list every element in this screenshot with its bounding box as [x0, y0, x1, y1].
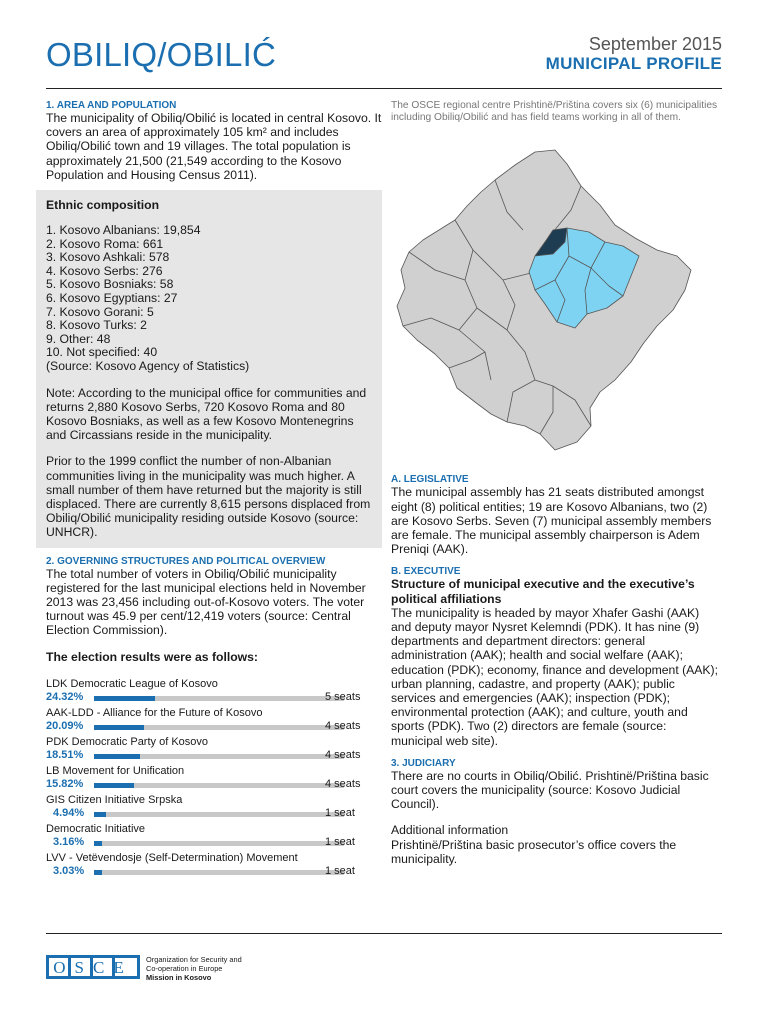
- additional-info-text: Prishtinë/Priština basic prosecutor’s office covers the municipality.: [391, 837, 677, 866]
- party-row: [36, 852, 382, 881]
- ethnic-item: 6. Kosovo Egyptians: 27: [46, 290, 178, 305]
- party-seats: 4 seats: [325, 748, 361, 761]
- party-name: AAK-LDD - Alliance for the Future of Kosovo: [46, 706, 263, 719]
- party-row: [36, 765, 382, 794]
- party-percentage: 20.09%: [46, 719, 84, 732]
- party-seats: 1 seat: [325, 806, 355, 819]
- org-line-3: Mission in Kosovo: [146, 973, 212, 982]
- party-bar-track: [94, 870, 344, 875]
- party-bar: [94, 783, 134, 788]
- party-name: LVV - Vetëvendosje (Self-Determination) Movement: [46, 851, 298, 864]
- organization-name: [146, 955, 242, 982]
- ethnic-item: 8. Kosovo Turks: 2: [46, 318, 147, 333]
- party-name: LDK Democratic League of Kosovo: [46, 677, 218, 690]
- party-seats: 4 seats: [325, 719, 361, 732]
- party-bar-track: [94, 754, 344, 759]
- kosovo-municipalities-map: [395, 130, 695, 460]
- party-bar-track: [94, 812, 344, 817]
- ethnic-item: 3. Kosovo Ashkali: 578: [46, 250, 170, 265]
- party-row: [36, 794, 382, 823]
- executive-heading: B. EXECUTIVE: [391, 566, 461, 578]
- ethnic-source: (Source: Kosovo Agency of Statistics): [46, 358, 250, 373]
- ethnic-item: 7. Kosovo Gorani: 5: [46, 304, 154, 319]
- footer-divider: [46, 933, 722, 934]
- party-name: PDK Democratic Party of Kosovo: [46, 735, 209, 748]
- section-heading-governing: 2. GOVERNING STRUCTURES AND POLITICAL OVERVIEW: [46, 555, 326, 567]
- ethnic-item: 5. Kosovo Bosniaks: 58: [46, 277, 174, 292]
- area-intro-text: The municipality of Obiliq/Obilić is located in central Kosovo. It covers an area of approximately 105 km² and includes Obiliq/Obilić town and 19 villages. The total population is approximately 21,500 (21,549 according to the Kosovo Population and Housing Census 2011).: [46, 111, 382, 182]
- osce-logo-text: OSCE: [53, 958, 133, 977]
- party-seats: 1 seat: [325, 864, 355, 877]
- party-seats: 5 seats: [325, 690, 361, 703]
- judiciary-text: There are no courts in Obiliq/Obilić. Prishtinë/Priština basic court covers the municipality (source: Kosovo Judicial Council).: [391, 768, 709, 812]
- ethnic-composition-box: [36, 190, 382, 548]
- right-column: [391, 100, 721, 866]
- party-name: Democratic Initiative: [46, 822, 146, 835]
- ethnic-item: 1. Kosovo Albanians: 19,854: [46, 223, 201, 238]
- executive-subheading: Structure of municipal executive and the executive’s political affiliations: [391, 577, 695, 606]
- party-bar-track: [94, 841, 344, 846]
- report-date: September 2015: [588, 34, 722, 54]
- party-percentage: 3.03%: [53, 864, 85, 877]
- party-seats: 1 seat: [325, 835, 355, 848]
- party-bar-track: [94, 696, 344, 701]
- osce-logo: [46, 955, 140, 979]
- ethnic-item: 2. Kosovo Roma: 661: [46, 236, 164, 251]
- election-results-title: The election results were as follows:: [46, 649, 258, 664]
- org-line-1: Organization for Security and: [146, 955, 242, 964]
- ethnic-item: 4. Kosovo Serbs: 276: [46, 263, 163, 278]
- party-name: GIS Citizen Initiative Srpska: [46, 793, 183, 806]
- election-results-chart: [36, 678, 382, 881]
- party-seats: 4 seats: [325, 777, 361, 790]
- ethnic-list: [46, 224, 372, 374]
- org-line-2: Co-operation in Europe: [146, 964, 223, 973]
- party-percentage: 3.16%: [53, 835, 85, 848]
- ethnic-item: 10. Not specified: 40: [46, 345, 158, 360]
- judiciary-heading: 3. JUDICIARY: [391, 757, 456, 769]
- legislative-heading: A. LEGISLATIVE: [391, 474, 469, 486]
- party-row: [36, 678, 382, 707]
- ethnic-note: Note: According to the municipal office for communities and returns 2,880 Kosovo Serbs, 720 Kosovo Roma and 80 Kosovo Bosniaks, as well as a few Kosovo Montenegrins and Circassians reside in the municipality.: [46, 385, 367, 443]
- ethnic-title: Ethnic composition: [46, 198, 160, 213]
- party-bar: [94, 754, 140, 759]
- party-row: [36, 736, 382, 765]
- header-divider: [46, 88, 722, 89]
- party-bar: [94, 841, 102, 846]
- executive-text: The municipality is headed by mayor Xhafer Gashi (AAK) and deputy mayor Nysret Kelemndi (PDK). It has nine (9) departments and department directors: general administration (AAK); health and social welfare (AAK); education (PDK); economy, finance and development (AAK); urban planning, cadastre, and property (AAK); public services and emergencies (AAK); inspection (PDK); environmental protection (AAK); and culture, youth and sports (PDK). Two (2) directors are female (source: municipal web site).: [391, 605, 718, 748]
- party-bar: [94, 812, 106, 817]
- ethnic-item: 9. Other: 48: [46, 331, 111, 346]
- voters-text: The total number of voters in Obiliq/Obilić municipality registered for the last municipal elections held in November 2013 was 23,456 including out-of-Kosovo voters. The voter turnout was 45.9 per cent/12,419 voters (source: Central Election Commission).: [46, 566, 366, 638]
- party-percentage: 24.32%: [46, 690, 84, 703]
- party-bar: [94, 725, 144, 730]
- party-percentage: 18.51%: [46, 748, 84, 761]
- party-row: [36, 823, 382, 852]
- page-title: OBILIQ/OBILIĆ: [46, 36, 277, 73]
- displacement-text: Prior to the 1999 conflict the number of non-Albanian communities living in the municipality was much higher. A small number of them have returned but the majority is still displaced. There are currently 8,615 persons displaced from Obiliq/Obilić municipality residing outside Kosovo (source: UNHCR).: [46, 454, 371, 540]
- party-bar: [94, 870, 102, 875]
- profile-label: MUNICIPAL PROFILE: [545, 54, 722, 73]
- map-caption: The OSCE regional centre Prishtinë/Priština covers six (6) municipalities including Obiliq/Obilić and has field teams working in all of them.: [391, 100, 718, 124]
- legislative-text: The municipal assembly has 21 seats distributed amongst eight (8) political entities; 19 are Kosovo Albanians, two (2) are Kosovo Serbs. Seven (7) municipal assembly members are female. The municipal assembly chairperson is Adem Preniqi (AAK).: [391, 485, 712, 557]
- additional-info-title: Additional information: [391, 823, 509, 838]
- section-heading-area-population: 1. AREA AND POPULATION: [46, 100, 177, 111]
- party-bar-track: [94, 783, 344, 788]
- party-bar: [94, 696, 155, 701]
- party-row: [36, 707, 382, 736]
- party-name: LB Movement for Unification: [46, 764, 185, 777]
- left-column: [36, 96, 382, 881]
- party-bar-track: [94, 725, 344, 730]
- party-percentage: 15.82%: [46, 777, 84, 790]
- party-percentage: 4.94%: [53, 806, 85, 819]
